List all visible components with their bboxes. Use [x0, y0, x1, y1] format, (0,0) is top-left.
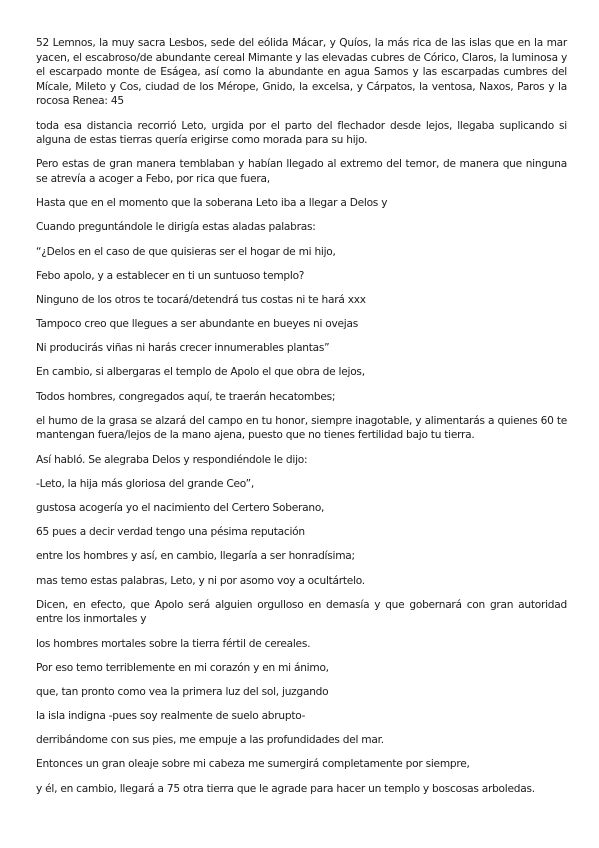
paragraph-2: toda esa distancia recorrió Leto, urgida por el parto del flechador desde lejos, llegaba suplicando si alguna de estas tierras quería erigirse como morada para su hijo. [36, 119, 567, 147]
paragraph-1: 52 Lemnos, la muy sacra Lesbos, sede del eólida Mácar, y Quíos, la más rica de las islas que en la mar yacen, el escabroso/de abundante cereal Mimante y las elevadas cubres de Córico, Claros, la luminosa y el escarpado monte de Eságea, así como la abundante en agua Samos y las escarpadas cumbres del Mícale, Mileto y Cos, ciudad de los Mérope, Gnido, la excelsa, y Cárpatos, la ventosa, Naxos, Paros y la rocosa Renea: 45 [36, 37, 567, 108]
paragraph-6: “¿Delos en el caso de que quisieras ser el hogar de mi hijo, [36, 245, 336, 258]
paragraph-17: 65 pues a decir verdad tengo una pésima reputación [36, 526, 305, 539]
paragraph-9: Tampoco creo que llegues a ser abundante en bueyes ni ovejas [36, 318, 359, 331]
paragraph-24: la isla indigna -pues soy realmente de suelo abrupto- [36, 710, 306, 723]
paragraph-10: Ni producirás viñas ni harás crecer innumerables plantas” [36, 342, 330, 355]
paragraph-13: el humo de la grasa se alzará del campo en tu honor, siempre inagotable, y alimentarás a quienes 60 te mantengan fuera/lejos de la mano ajena, puesto que no tienes fertilidad bajo tu tierra. [36, 414, 567, 442]
paragraph-4: Hasta que en el momento que la soberana Leto iba a llegar a Delos y [36, 197, 388, 210]
paragraph-21: los hombres mortales sobre la tierra fértil de cereales. [36, 637, 311, 650]
paragraph-19: mas temo estas palabras, Leto, y ni por asomo voy a ocultártelo. [36, 574, 365, 587]
paragraph-12: Todos hombres, congregados aquí, te traerán hecatombes; [36, 390, 336, 403]
paragraph-27: y él, en cambio, llegará a 75 otra tierra que le agrade para hacer un templo y boscosas arboledas. [36, 782, 535, 795]
paragraph-7: Febo apolo, y a establecer en ti un suntuoso templo? [36, 269, 305, 282]
paragraph-23: que, tan pronto como vea la primera luz del sol, juzgando [36, 685, 329, 698]
paragraph-25: derribándome con sus pies, me empuje a las profundidades del mar. [36, 734, 384, 747]
paragraph-15: -Leto, la hija más gloriosa del grande Ceo”, [36, 477, 255, 490]
paragraph-22: Por eso temo terriblemente en mi corazón y en mi ánimo, [36, 661, 329, 674]
paragraph-14: Así habló. Se alegraba Delos y respondiéndole le dijo: [36, 453, 308, 466]
paragraph-3: Pero estas de gran manera temblaban y habían llegado al extremo del temor, de manera que ninguna se atrevía a acoger a Febo, por rica que fuera, [36, 158, 567, 185]
paragraph-8: Ninguno de los otros te tocará/detendrá tus costas ni te hará xxx [36, 293, 366, 306]
paragraph-11: En cambio, si albergaras el templo de Apolo el que obra de lejos, [36, 366, 365, 379]
paragraph-16: gustosa acogería yo el nacimiento del Certero Soberano, [36, 501, 325, 514]
paragraph-20: Dicen, en efecto, que Apolo será alguien orgulloso en demasía y que gobernará con gran autoridad entre los inmortales y [36, 598, 567, 626]
paragraph-18: entre los hombres y así, en cambio, llegaría a ser honradísima; [36, 550, 355, 563]
paragraph-5: Cuando preguntándole le dirigía estas aladas palabras: [36, 221, 316, 234]
paragraph-26: Entonces un gran oleaje sobre mi cabeza me sumergirá completamente por siempre, [36, 758, 470, 771]
